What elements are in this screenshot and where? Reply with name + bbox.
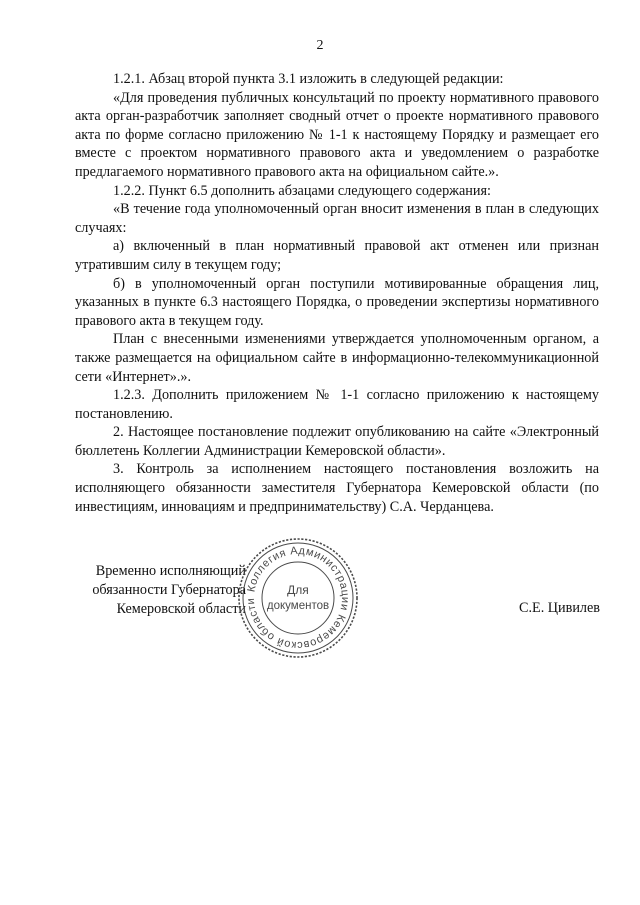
document-body	[75, 70, 599, 516]
paragraph-plan-approval: План с внесенными изменениями утверждается уполномоченным органом, а также размещается на официальном сайте в информационно-телекоммуникационной сети «Интернет».».	[75, 331, 599, 385]
paragraph-quote-plan-changes: «В течение года уполномоченный орган вносит изменения в план в следующих случаях:	[75, 201, 599, 236]
seal-center-line1: Для	[287, 583, 309, 597]
signatory-position	[76, 562, 246, 619]
paragraph-3-control: 3. Контроль за исполнением настоящего постановления возложить на исполняющего обязанности заместителя Губернатора Кемеровской области (по инвестициям, инновациям и предпринимательству) С.А. Черданцева.	[75, 461, 599, 515]
signatory-position-line: Кемеровской области	[116, 601, 246, 617]
paragraph-1-2-3: 1.2.3. Дополнить приложением № 1-1 согласно приложению к настоящему постановлению.	[75, 387, 599, 422]
seal-ring-text: Коллегия Администрации Кемеровской области	[244, 544, 352, 652]
paragraph-2-publication: 2. Настоящее постановление подлежит опубликованию на сайте «Электронный бюллетень Коллегии Администрации Кемеровской области».	[75, 424, 599, 459]
paragraph-1-2-2: 1.2.2. Пункт 6.5 дополнить абзацами следующего содержания:	[113, 182, 491, 199]
signatory-name: С.Е. Цивилев	[519, 600, 600, 616]
signatory-position-line: Временно исполняющий	[95, 563, 246, 579]
svg-text:Коллегия Администрации Кемеров	[245, 545, 351, 651]
paragraph-item-b: б) в уполномоченный орган поступили мотивированные обращения лиц, указанных в пункте 6.3 настоящего Порядка, о проведении экспертизы нормативного правового акта в текущем году.	[75, 275, 599, 329]
paragraph-quote-consultations: «Для проведения публичных консультаций по проекту нормативного правового акта орган-разработчик заполняет сводный отчет о проекте нормативного правового акта по форме согласно приложению № 1-1 к настоящему Порядку и размещает его вместе с проектом нормативного правового акта и уведомлением о разработке предлагаемого нормативного правового акта на официальном сайте.».	[75, 89, 599, 180]
paragraph-1-2-1: 1.2.1. Абзац второй пункта 3.1 изложить в следующей редакции:	[113, 71, 504, 87]
official-seal	[236, 536, 360, 660]
signatory-position-line: обязанности Губернатора	[92, 582, 246, 598]
seal-center-line2: документов	[266, 600, 330, 612]
paragraph-item-a: а) включенный в план нормативный правовой акт отменен или признан утратившим силу в текущем году;	[75, 238, 599, 273]
page-number: 2	[316, 38, 324, 53]
seal-stamp-icon	[236, 536, 360, 660]
